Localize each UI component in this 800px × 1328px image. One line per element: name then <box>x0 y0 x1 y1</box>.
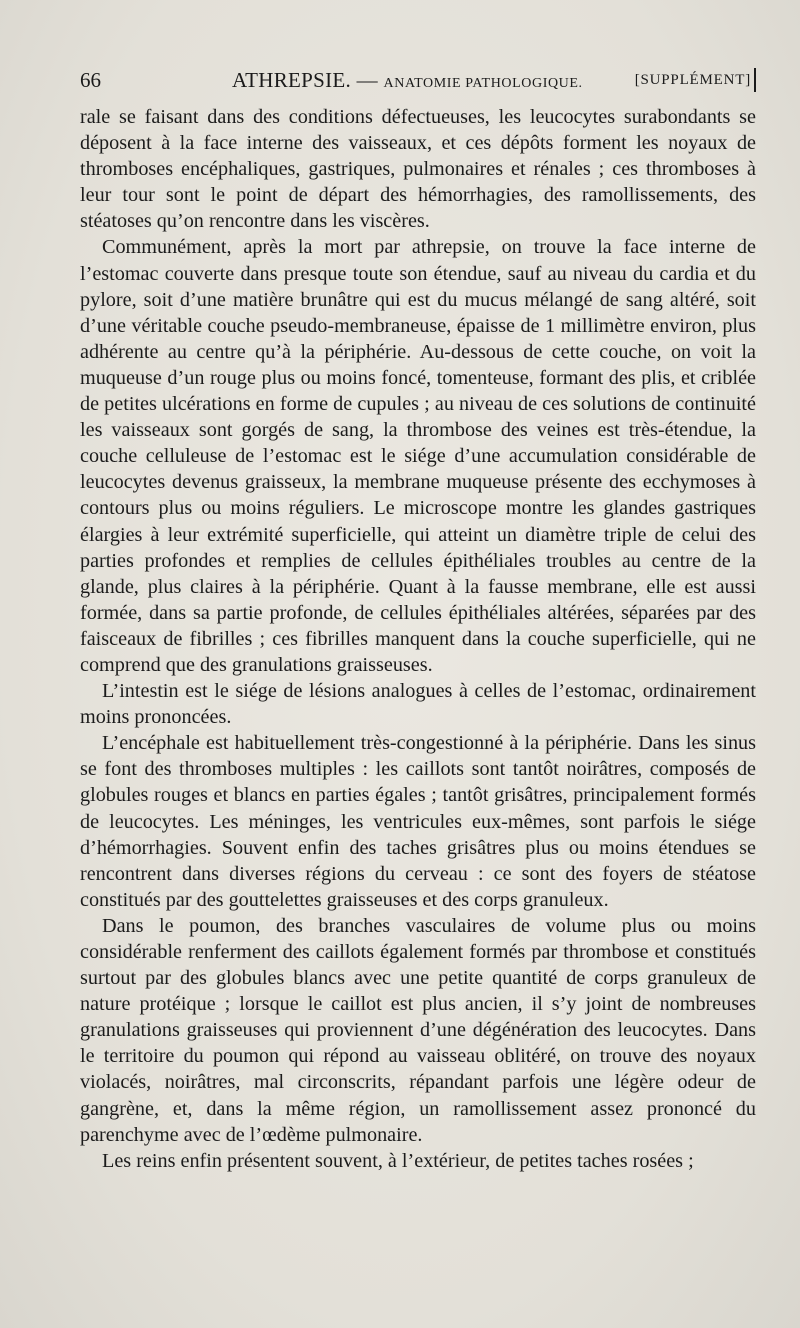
paragraph-lung: Dans le poumon, des branches vasculaires de volume plus ou moins considérable renferment des caillots également formés par thrombose et constitués surtout par des globules blancs avec une petite quantité de corps granuleux de nature protéique ; lorsque le caillot est plus ancien, il s’y joint de nombreuses granulations graisseuses qui proviennent d’une dégénération des leucocytes. Dans le territoire du poumon qui répond au vaisseau oblitéré, on trouve des noyaux violacés, noirâtres, mal circonscrits, répandant parfois une légère odeur de gangrène, et, dans la même région, un ramollissement assez prononcé du parenchyme avec de l’œdème pulmonaire. <box>80 914 756 1146</box>
paragraph-encephalon: L’encéphale est habituellement très-congestionné à la périphérie. Dans les sinus se font des thromboses multiples : les caillots sont tantôt noirâtres, composés de globules rouges et blancs en parties égales ; tantôt grisâtres, principalement formés de leucocytes. Les méninges, les ventricules eux-mêmes, sont parfois le siége d’hémorrhagies. Souvent enfin des taches grisâtres plus ou moins étendues se rencontrent dans diverses régions du cerveau : ce sont des foyers de stéatose constitués par des gouttelettes graisseuses et des corps granuleux. <box>80 732 756 911</box>
paragraph-stomach: Communément, après la mort par athrepsie, on trouve la face interne de l’estomac couverte dans presque toute son étendue, sauf au niveau du cardia et du pylore, soit d’une matière brunâtre qui est du mucus mélangé de sang altéré, soit d’une véritable couche pseudo-membraneuse, épaisse de 1 millimètre environ, plus adhérente au centre qu’à la périphérie. Au-dessous de cette couche, on voit la muqueuse d’un rouge plus ou moins foncé, tomenteuse, formant des plis, et criblée de petites ulcérations en forme de cupules ; au niveau de ces solutions de continuité les vaisseaux sont gorgés de sang, la thrombose des veines est très-étendue, la couche celluleuse de l’estomac est le siége d’une accumulation considérable de leucocytes devenus graisseux, la membrane muqueuse présente des ecchymoses à contours plus ou moins réguliers. Le microscope montre les glandes gastriques élargies à leur extrémité superficielle, qui atteint un diamètre triple de celui des parties profondes et remplies de cellules épithéliales troubles au centre de la glande, plus claires à la périphérie. Quant à la fausse membrane, elle est aussi formée, dans sa partie profonde, de cellules épithéliales altérées, séparées par des faisceaux de fibrilles ; ces fibrilles manquent dans la couche superficielle, qui ne comprend que des granulations graisseuses. <box>80 236 756 676</box>
running-title-sub: ANATOMIE PATHOLOGIQUE. <box>383 76 583 91</box>
body-text <box>80 104 756 1174</box>
paragraph-kidneys: Les reins enfin présentent souvent, à l’extérieur, de petites taches rosées ; <box>102 1149 694 1172</box>
running-header <box>80 68 756 102</box>
section-label: [SUPPLÉMENT] <box>635 68 756 92</box>
paragraph-intestine: L’intestin est le siége de lésions analogues à celles de l’estomac, ordinairement moins prononcées. <box>80 680 756 729</box>
running-title <box>232 68 583 93</box>
paragraph-continuation: rale se faisant dans des conditions défectueuses, les leucocytes surabondants se déposent à la face interne des vaisseaux, et ces dépôts forment les noyaux de thromboses encéphaliques, gastriques, pulmonaires et rénales ; ces thromboses à leur tour sont le point de départ des hémorrhagies, des ramollissements, des stéatoses qu’on rencontre dans les viscères. <box>80 106 756 233</box>
running-title-dash: — <box>356 68 378 92</box>
page-number: 66 <box>80 68 101 92</box>
running-title-main: ATHREPSIE. <box>232 68 352 92</box>
